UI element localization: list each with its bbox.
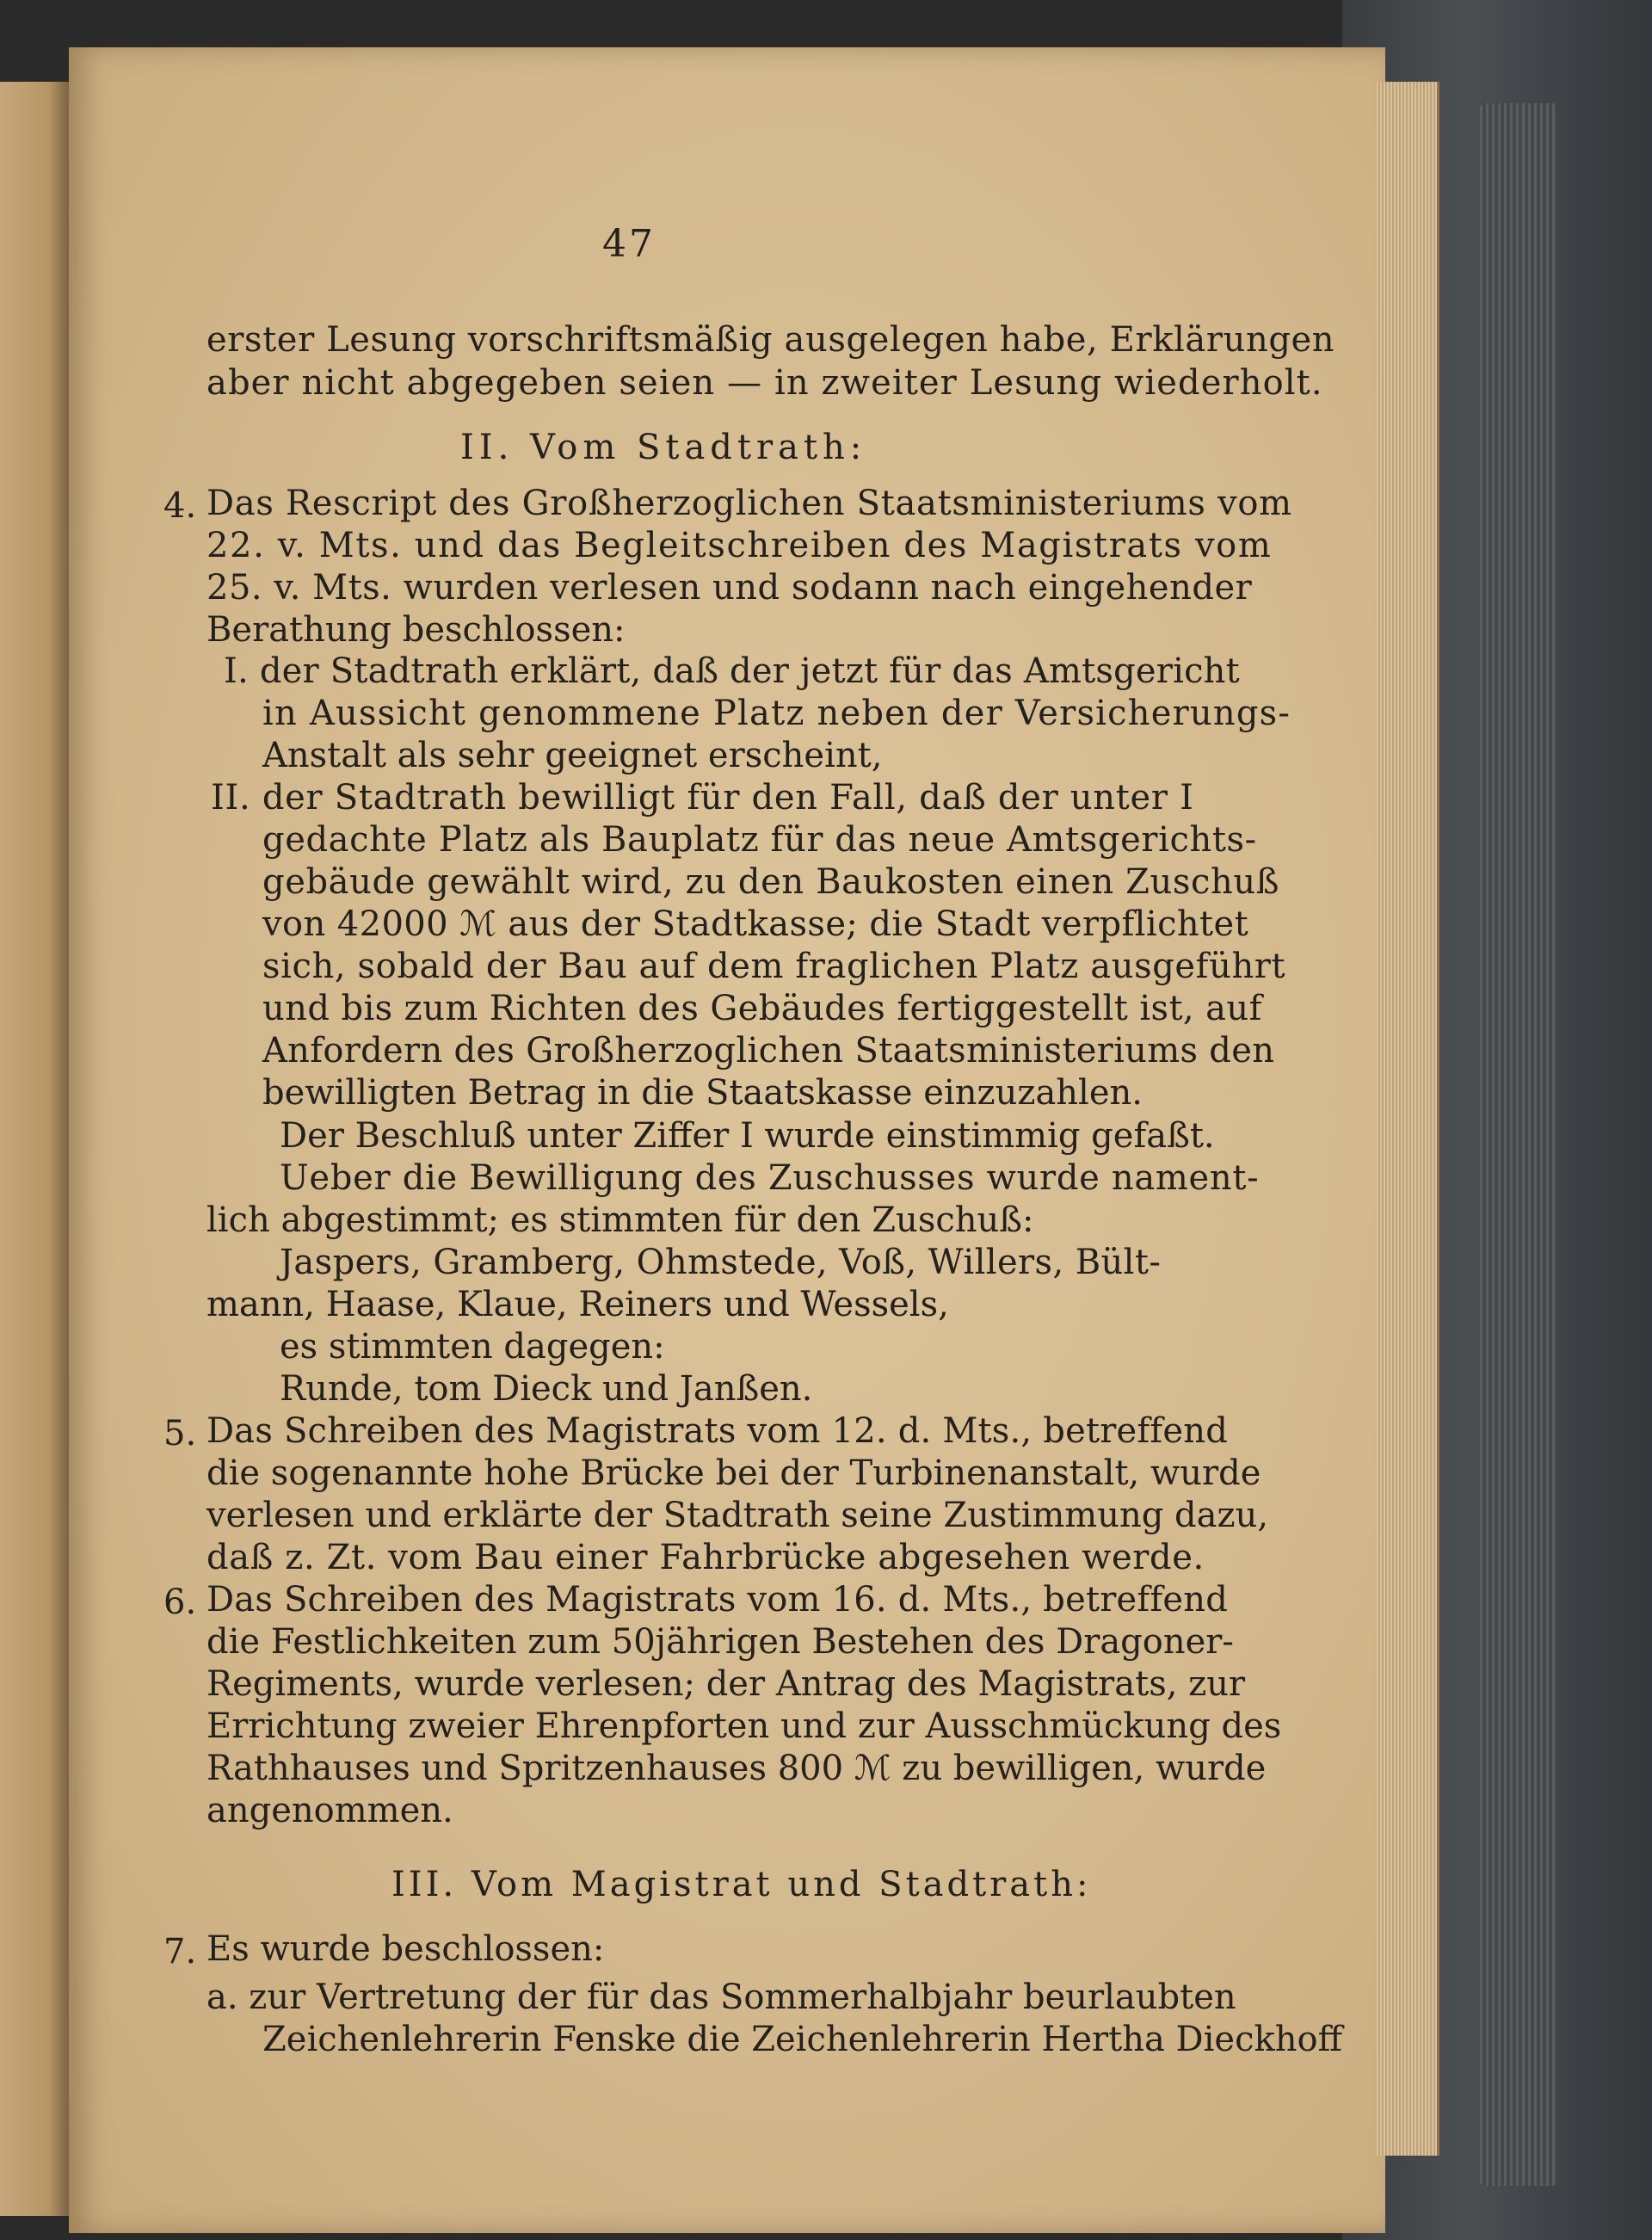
text-line: Jaspers, Gramberg, Ohmstede, Voß, Willers, Bült-	[280, 1243, 1162, 1282]
text-line: II. der Stadtrath bewilligt für den Fall, daß der unter I	[211, 778, 1194, 818]
text-line: bewilligten Betrag in die Staatskasse einzuzahlen.	[262, 1073, 1143, 1113]
text-line: Das Schreiben des Magistrats vom 12. d. Mts., betreffend	[206, 1411, 1229, 1451]
text-line: aber nicht abgegeben seien — in zweiter Lesung wiederholt.	[206, 363, 1323, 403]
text-line: Ueber die Bewilligung des Zuschusses wurde nament-	[280, 1158, 1260, 1198]
text-line: Anstalt als sehr geeignet erscheint,	[262, 736, 883, 775]
item-number: 5.	[163, 1414, 197, 1453]
text-line: Errichtung zweier Ehrenpforten und zur Ausschmückung des	[206, 1706, 1282, 1746]
text-line: daß z. Zt. vom Bau einer Fahrbrücke abgesehen werde.	[206, 1538, 1205, 1577]
text-line: Rathhauses und Spritzenhauses 800 ℳ zu bewilligen, wurde	[206, 1749, 1267, 1788]
text-line: verlesen und erklärte der Stadtrath seine Zustimmung dazu,	[206, 1496, 1269, 1535]
page-number: 47	[602, 222, 656, 266]
text-line: I. der Stadtrath erklärt, daß der jetzt für das Amtsgericht	[224, 651, 1240, 691]
text-line: Berathung beschlossen:	[206, 610, 626, 650]
text-line: in Aussicht genommene Platz neben der Versicherungs-	[262, 694, 1291, 733]
text-line: es stimmten dagegen:	[280, 1327, 665, 1367]
text-line: erster Lesung vorschriftsmäßig ausgelegen habe, Erklärungen	[206, 320, 1335, 360]
left-page-edge	[0, 82, 69, 2216]
text-line: Regiments, wurde verlesen; der Antrag des Magistrats, zur	[206, 1664, 1246, 1704]
text-line: die Festlichkeiten zum 50jährigen Bestehen des Dragoner-	[206, 1622, 1234, 1662]
item-number: 7.	[163, 1932, 197, 1972]
text-line: Der Beschluß unter Ziffer I wurde einstimmig gefaßt.	[280, 1116, 1215, 1156]
text-line: sich, sobald der Bau auf dem fraglichen Platz ausgeführt	[262, 947, 1286, 986]
book-cover-edge	[1480, 103, 1557, 2186]
text-line: lich abgestimmt; es stimmten für den Zuschuß:	[206, 1200, 1034, 1240]
text-line: 22. v. Mts. und das Begleitschreiben des Magistrats vom	[206, 526, 1273, 565]
text-line: Anfordern des Großherzoglichen Staatsministeriums den	[262, 1031, 1275, 1071]
text-line: Runde, tom Dieck und Janßen.	[280, 1369, 813, 1409]
item-number: 6.	[163, 1583, 197, 1622]
text-line: Das Rescript des Großherzoglichen Staatsministeriums vom	[206, 484, 1292, 523]
text-line: von 42000 ℳ aus der Stadtkasse; die Stadt verpflichtet	[262, 904, 1249, 944]
text-line: Es wurde beschlossen:	[206, 1929, 605, 1969]
section-heading: III. Vom Magistrat und Stadtrath:	[391, 1865, 1092, 1904]
text-line: 25. v. Mts. wurden verlesen und sodann nach eingehender	[206, 568, 1253, 608]
item-number: 4.	[163, 486, 197, 526]
text-line: mann, Haase, Klaue, Reiners und Wessels,	[206, 1285, 949, 1324]
text-line: gedachte Platz als Bauplatz für das neue Amtsgerichts-	[262, 820, 1257, 860]
section-heading: II. Vom Stadtrath:	[460, 428, 867, 467]
text-line: Zeichenlehrerin Fenske die Zeichenlehrerin Hertha Dieckhoff	[262, 2020, 1342, 2059]
text-line: angenommen.	[206, 1791, 453, 1830]
text-line: gebäude gewählt wird, zu den Baukosten einen Zuschuß	[262, 862, 1280, 902]
text-line: Das Schreiben des Magistrats vom 16. d. Mts., betreffend	[206, 1580, 1229, 1620]
text-line: und bis zum Richten des Gebäudes fertiggestellt ist, auf	[262, 989, 1262, 1028]
text-line: die sogenannte hohe Brücke bei der Turbinenanstalt, wurde	[206, 1453, 1261, 1493]
page-edges	[1377, 82, 1439, 2156]
text-line: a. zur Vertretung der für das Sommerhalbjahr beurlaubten	[206, 1978, 1236, 2017]
